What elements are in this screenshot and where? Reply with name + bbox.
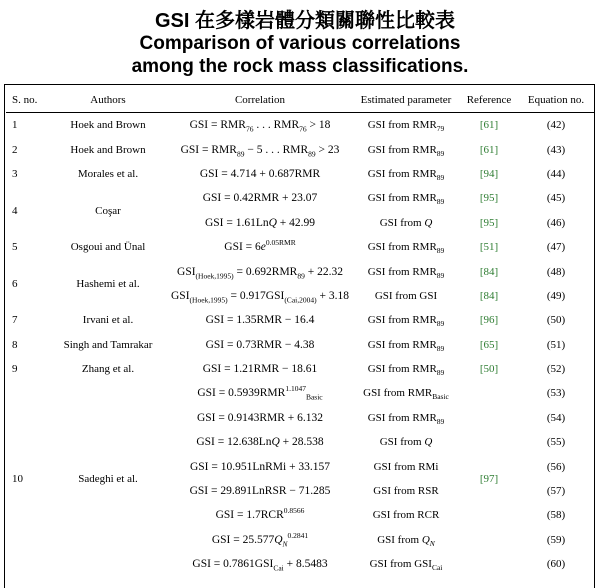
cell-equation-no: (54) xyxy=(546,411,566,424)
cell-estimated-parameter: GSI from $GSI_{Cai}$ xyxy=(369,558,443,573)
cell-estimated-parameter: GSI from $RMR_{89}$ xyxy=(367,363,445,378)
table-row xyxy=(6,308,594,332)
cell-estimated-parameter: GSI from $RMR_{89}$ xyxy=(367,143,445,158)
cell-sno: 9 xyxy=(12,363,18,376)
table-row xyxy=(6,381,594,405)
cell-reference: [61] xyxy=(479,143,499,156)
cell-correlation: GSI = $RMR_{89} - 5$ . . . $RMR_{89} > 23$ xyxy=(180,143,340,158)
cell-correlation: GSI = $0.7861GSI_{Cai} + 8.5483$ xyxy=(192,558,328,573)
cell-reference: [97] xyxy=(479,472,499,485)
cell-sno: 3 xyxy=(12,167,18,180)
cell-estimated-parameter: GSI from $RMR_{89}$ xyxy=(367,411,445,427)
table-row xyxy=(6,137,594,161)
table-body xyxy=(6,113,594,577)
cell-correlation: GSI = $25.577Q_N^{0.2841}$ xyxy=(211,531,309,549)
table-row xyxy=(6,186,594,210)
table-row xyxy=(6,235,594,259)
cell-correlation: $GSI_{(Hoek,1995)} = 0.917GSI_{(Cai,2004)} + 3.18$ xyxy=(171,289,349,305)
cell-estimated-parameter: GSI from $RMR_{89}$ xyxy=(367,167,445,183)
cell-correlation: GSI = $1.7RCR^{0.8566}$ xyxy=(215,506,305,522)
cell-equation-no: (55) xyxy=(546,436,566,449)
cell-correlation: GSI = 29.891LnRSR − 71.285 xyxy=(189,485,331,498)
cell-equation-no: (48) xyxy=(546,265,566,278)
cell-author: Zhang et al. xyxy=(81,363,135,376)
cell-reference: [51] xyxy=(479,241,499,254)
cell-reference: [65] xyxy=(479,338,499,351)
header-sno: S. no. xyxy=(6,88,48,113)
header-equation-no: Equation no. xyxy=(518,88,594,113)
cell-author: Morales et al. xyxy=(77,167,139,180)
cell-estimated-parameter: GSI from RSR xyxy=(373,485,439,498)
cell-correlation: GSI = $0.5939RMR^{1.1047}_{Basic}$ xyxy=(197,384,323,402)
cell-estimated-parameter: GSI from $RMR_{89}$ xyxy=(367,338,445,353)
cell-estimated-parameter: GSI from $RMR_{89}$ xyxy=(367,314,445,329)
cell-sno: 10 xyxy=(12,472,23,485)
cell-author: Hoek and Brown xyxy=(70,119,146,132)
cell-equation-no: (58) xyxy=(546,509,566,522)
cell-correlation: GSI = 4.714 + 0.687RMR xyxy=(199,167,321,180)
title-chinese: GSI 在多樣岩體分類關聯性比較表 xyxy=(154,10,455,32)
header-reference: Reference xyxy=(460,88,518,113)
cell-author: Hoek and Brown xyxy=(70,143,146,156)
cell-reference: [84] xyxy=(479,265,499,278)
cell-author: Irvani et al. xyxy=(82,314,134,327)
title-english-line1: Comparison of various correlations xyxy=(139,33,461,54)
cell-author: Hashemi et al. xyxy=(76,277,140,290)
cell-correlation: GSI = 0.42RMR + 23.07 xyxy=(202,192,318,205)
cell-equation-no: (51) xyxy=(546,338,566,351)
page-title xyxy=(0,10,600,78)
header-estimated-parameter: Estimated parameter xyxy=(352,88,460,113)
cell-author: Sadeghi et al. xyxy=(78,472,138,485)
cell-estimated-parameter: GSI from $RMR_{89}$ xyxy=(367,241,445,256)
cell-correlation: GSI = 1.21RMR − 18.61 xyxy=(202,363,318,376)
cell-estimated-parameter: GSI from Q xyxy=(379,436,433,449)
cell-estimated-parameter: GSI from $RMR_{79}$ xyxy=(367,119,445,134)
cell-correlation: GSI = 1.61LnQ + 42.99 xyxy=(204,216,316,229)
cell-correlation: $GSI_{(Hoek,1995)} = 0.692RMR_{89} + 22.32$ xyxy=(177,265,343,280)
table-row xyxy=(6,259,594,283)
cell-reference: [94] xyxy=(479,167,499,180)
cell-correlation: GSI = 12.638LnQ + 28.538 xyxy=(196,436,324,449)
cell-sno: 7 xyxy=(12,314,18,327)
table-row xyxy=(6,162,594,186)
cell-author: Coşar xyxy=(95,204,121,217)
cell-correlation: GSI = 0.9143RMR + 6.132 xyxy=(196,411,324,424)
cell-equation-no: (50) xyxy=(546,314,566,327)
cell-equation-no: (53) xyxy=(546,387,566,400)
cell-reference: [96] xyxy=(479,314,499,327)
table-row xyxy=(6,333,594,357)
cell-equation-no: (57) xyxy=(546,485,566,498)
correlation-table xyxy=(6,88,594,576)
cell-estimated-parameter: GSI from $RMR_{89}$ xyxy=(367,265,445,280)
cell-equation-no: (45) xyxy=(546,192,566,205)
cell-equation-no: (42) xyxy=(546,119,566,132)
cell-sno: 6 xyxy=(12,277,18,290)
cell-author: Osgoui and Ünal xyxy=(70,241,146,254)
cell-equation-no: (60) xyxy=(546,558,566,571)
cell-correlation: GSI = 1.35RMR − 16.4 xyxy=(205,314,315,327)
header-correlation: Correlation xyxy=(168,88,352,113)
table-row xyxy=(6,357,594,381)
cell-sno: 5 xyxy=(12,241,18,254)
cell-reference: [50] xyxy=(479,363,499,376)
cell-equation-no: (49) xyxy=(546,289,566,302)
cell-sno: 8 xyxy=(12,338,18,351)
cell-equation-no: (47) xyxy=(546,241,566,254)
cell-estimated-parameter: GSI from GSI xyxy=(374,289,438,302)
cell-sno: 2 xyxy=(12,143,18,156)
table-header-row xyxy=(6,88,594,113)
cell-reference: [61] xyxy=(479,119,499,132)
cell-equation-no: (59) xyxy=(546,533,566,546)
cell-author: Singh and Tamrakar xyxy=(63,338,153,351)
cell-sno: 1 xyxy=(12,119,18,132)
cell-equation-no: (44) xyxy=(546,167,566,180)
header-authors: Authors xyxy=(48,88,168,113)
cell-equation-no: (43) xyxy=(546,143,566,156)
cell-estimated-parameter: GSI from $RMR_{Basic}$ xyxy=(363,387,449,402)
cell-correlation: GSI = $RMR_{76}$ . . . $RMR_{76} > 18$ xyxy=(189,119,331,134)
cell-correlation: GSI = 10.951LnRMi + 33.157 xyxy=(189,460,331,473)
cell-equation-no: (56) xyxy=(546,460,566,473)
cell-estimated-parameter: GSI from RCR xyxy=(372,509,440,522)
cell-estimated-parameter: GSI from $Q_N$ xyxy=(377,533,435,549)
title-english-line2: among the rock mass classifications. xyxy=(131,56,469,77)
cell-equation-no: (46) xyxy=(546,216,566,229)
cell-reference: [95] xyxy=(479,216,499,229)
cell-sno: 4 xyxy=(12,204,18,217)
cell-reference: [95] xyxy=(479,192,499,205)
cell-estimated-parameter: GSI from RMi xyxy=(373,460,439,473)
cell-reference: [84] xyxy=(479,289,499,302)
table-row xyxy=(6,113,594,138)
cell-correlation: GSI = 0.73RMR − 4.38 xyxy=(205,338,315,351)
cell-estimated-parameter: GSI from $RMR_{89}$ xyxy=(367,192,445,207)
cell-equation-no: (52) xyxy=(546,363,566,376)
cell-correlation: GSI = $6e^{0.05RMR}$ xyxy=(224,238,296,254)
cell-estimated-parameter: GSI from Q xyxy=(379,216,433,229)
